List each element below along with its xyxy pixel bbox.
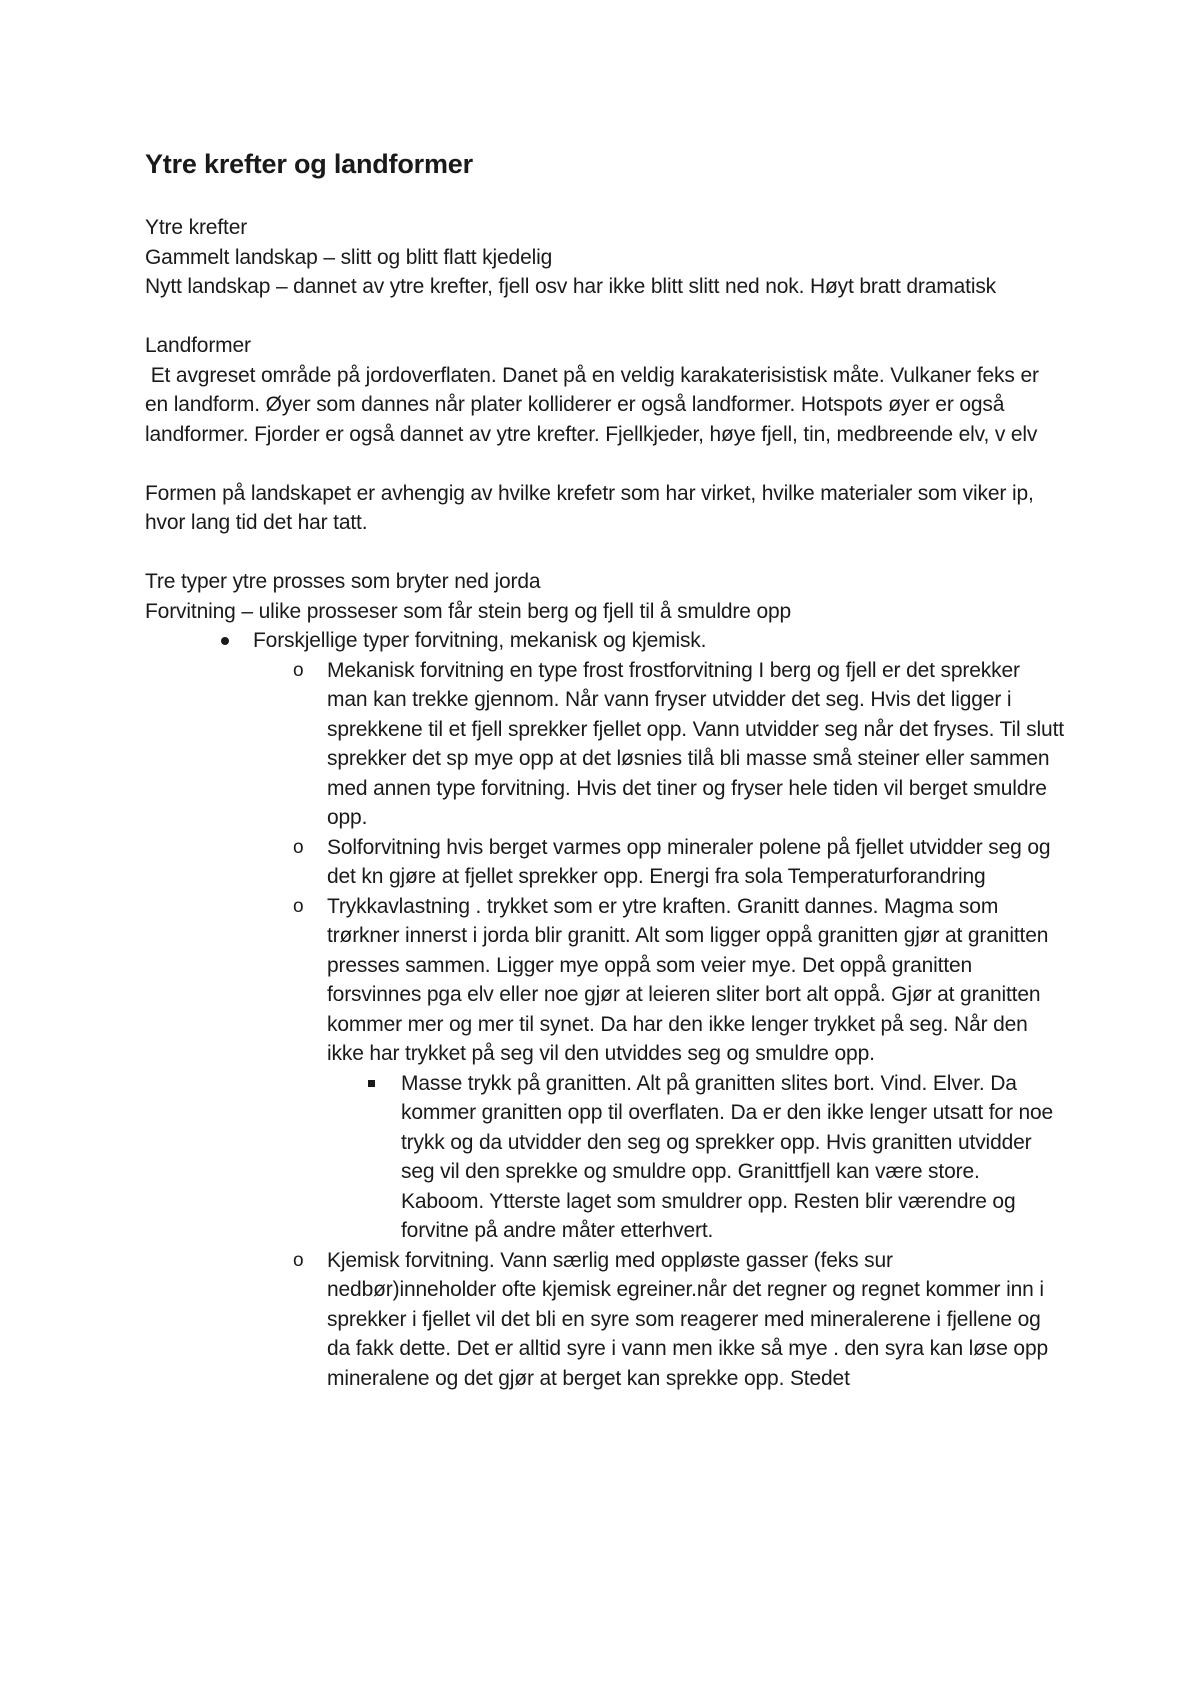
list-item-text: Masse trykk på granitten. Alt på granitten slites bort. Vind. Elver. Da kommer granitten opp til overflaten. Da er den ikke lenger utsatt for noe trykk og da utvidder den seg og sprekker opp. Hvis granitten utvidder seg vil den sprekke og smuldre opp. Granittfjell kan være store. Kaboom. Ytterste laget som smuldrer opp. Resten blir værendre og forvitne på andre måter etterhvert. (401, 1071, 1054, 1242)
list-item-sub-mekanisk (293, 656, 1065, 833)
paragraph-nytt-landskap: Nytt landskap – dannet av ytre krefter, fjell osv har ikke blitt slitt ned nok. Høyt bratt dramatisk (145, 275, 997, 298)
spacer (145, 302, 1065, 332)
list-item-bullet (253, 626, 1065, 656)
spacer (145, 449, 1065, 479)
list-item-sub-trykkavlastning (293, 892, 1065, 1069)
paragraph-forvitning: Forvitning – ulike prosseser som får stein berg og fjell til å smuldre opp (145, 599, 792, 623)
list-item-text: Trykkavlastning . trykket som er ytre kraften. Granitt dannes. Magma som trørkner innerst i jorda blir granitt. Alt som ligger oppå granitten gjør at granitten presses sammen. Ligger mye oppå som veier mye. Det oppå granitten forsvinnes pga elv eller noe gjør at leieren sliter bort alt oppå. Gjør at granitten kommer mer og mer til synet. Da har den ikke lenger trykket på seg. Når den ikke har trykket på seg vil den utviddes seg og smuldre opp. (327, 894, 1049, 1065)
circle-bullet-icon: o (293, 836, 304, 858)
section-heading-tre-typer: Tre typer ytre prosses som bryter ned jorda (145, 570, 541, 593)
circle-bullet-icon: o (293, 1249, 304, 1271)
document-body (145, 144, 1065, 1393)
spacer (145, 184, 1065, 213)
list-item-sub-solforvitning (293, 833, 1065, 892)
section-heading-ytre-krefter: Ytre krefter (145, 216, 248, 239)
paragraph-formen: Formen på landskapet er avhengig av hvilke krefetr som har virket, hvilke materialer som viker ip, hvor lang tid det har tatt. (145, 481, 1034, 534)
circle-bullet-icon: o (293, 895, 304, 917)
circle-bullet-icon: o (293, 659, 304, 681)
paragraph-gammelt-landskap: Gammelt landskap – slitt og blitt flatt kjedelig (145, 245, 553, 269)
section-heading-landformer: Landformer (145, 334, 251, 357)
spacer (145, 538, 1065, 568)
list-item-text: Kjemisk forvitning. Vann særlig med oppløste gasser (feks sur nedbør)inneholder ofte kjemisk egreiner.når det regner og regnet kommer inn i sprekker i fjellet vil det bli en syre som reagerer med mineralerene i fjellene og da fakk dette. Det er alltid syre i vann men ikke så mye . den syra kan løse opp mineralene og det gjør at berget kan sprekke opp. Stedet (327, 1248, 1049, 1390)
document-title: Ytre krefter og landformer (145, 149, 473, 179)
list-item-sub-kjemisk (293, 1246, 1065, 1394)
square-bullet-icon (368, 1080, 375, 1087)
list-item-text: Mekanisk forvitning en type frost frostforvitning I berg og fjell er det sprekker man kan trekke gjennom. Når vann fryser utvidder det seg. Hvis det ligger i sprekkene til et fjell sprekker fjellet opp. Vann utvidder seg når det fryses. Til slutt sprekker det sp mye opp at det løsnies tilå bli masse små steiner eller sammen med annen type forvitning. Hvis det tiner og fryser hele tiden vil berget smuldre opp. (327, 658, 1064, 829)
list-item-subsub-masse-trykk (401, 1069, 1065, 1246)
list-item-text: Solforvitning hvis berget varmes opp mineraler polene på fjellet utvidder seg og det kn gjøre at fjellet sprekker opp. Energi fra sola Temperaturforandring (327, 835, 1051, 888)
paragraph-landformer: Et avgreset område på jordoverflaten. Danet på en veldig karakaterisistisk måte. Vulkaner feks er en landform. Øyer som dannes når plater kolliderer er også landformer. Hotspots øyer er også landformer. Fjorder er også dannet av ytre krefter. Fjellkjeder, høye fjell, tin, medbreende elv, v elv (145, 363, 1045, 446)
list-item-text: Forskjellige typer forvitning, mekanisk og kjemisk. (253, 629, 707, 652)
